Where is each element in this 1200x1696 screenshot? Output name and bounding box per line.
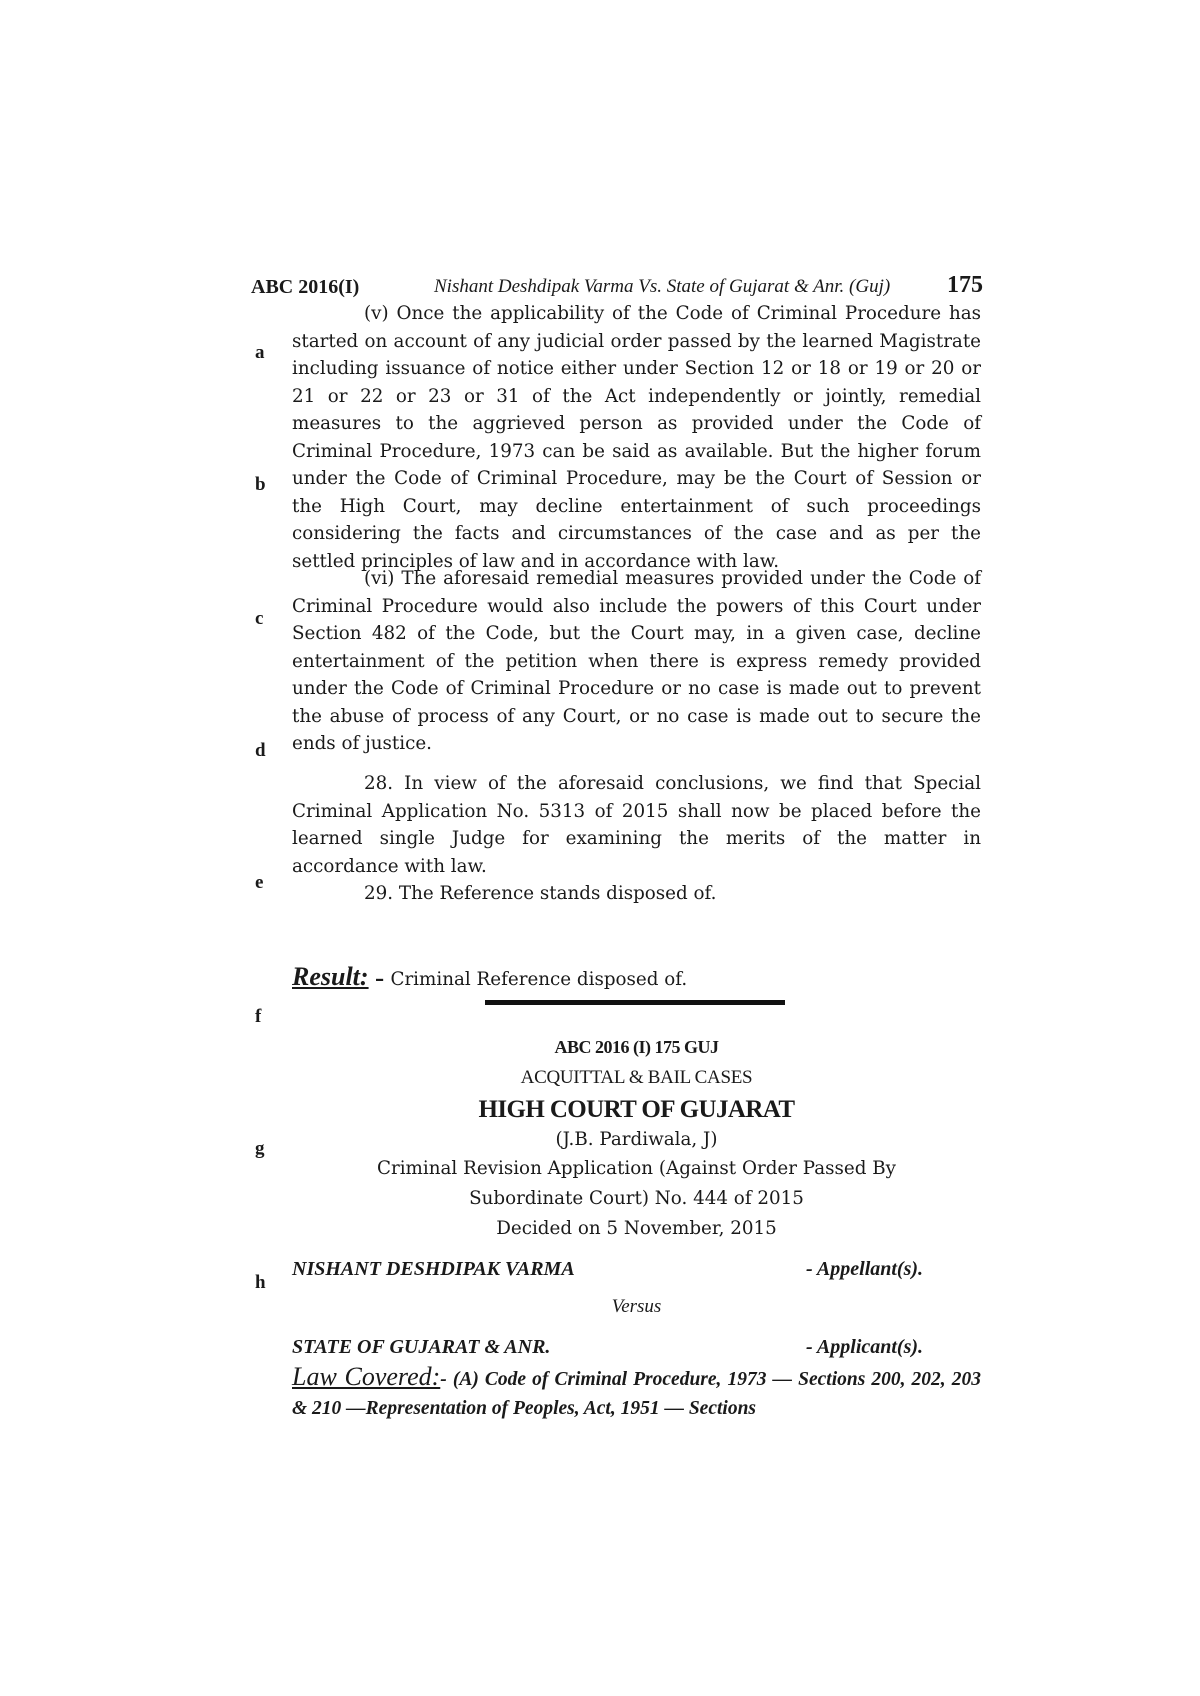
running-case-title: Nishant Deshdipak Varma Vs. State of Gujarat & Anr. (Guj)	[434, 276, 891, 297]
case-citation: ABC 2016 (I) 175 GUJ	[554, 1037, 719, 1057]
result-label: Result:	[292, 962, 369, 991]
respondent-name: STATE OF GUJARAT & ANR.	[292, 1336, 551, 1358]
paragraph-29	[292, 880, 981, 908]
decided-date: Decided on 5 November, 2015	[496, 1218, 777, 1239]
result-dash: –	[368, 969, 391, 990]
law-covered	[292, 1362, 981, 1423]
result-text: Criminal Reference disposed of.	[390, 969, 688, 990]
case-number-line-1: Criminal Revision Application (Against Order Passed By	[376, 1158, 897, 1179]
judge-name: (J.B. Pardiwala, J)	[555, 1129, 718, 1150]
appellant-row	[292, 1258, 981, 1286]
margin-letter-d: d	[255, 740, 266, 761]
paragraph-v	[292, 300, 981, 575]
paragraph-vi	[292, 565, 981, 758]
page-number: 175	[947, 272, 983, 298]
respondent-row	[292, 1336, 981, 1364]
margin-letter-g: g	[255, 1138, 265, 1159]
law-covered-text: - (A) Code of Criminal Procedure, 1973 — Sections 200, 202, 203 & 210 —Representation of Peoples, Act, 1951 — Sections	[292, 1369, 982, 1419]
margin-letter-a: a	[255, 342, 265, 363]
section-divider	[485, 1000, 785, 1005]
margin-letter-e: e	[255, 872, 264, 893]
journal-citation: ABC 2016(I)	[251, 276, 360, 298]
case-number-line-2: Subordinate Court) No. 444 of 2015	[469, 1188, 804, 1209]
report-name: ACQUITTAL & BAIL CASES	[520, 1067, 753, 1088]
court-name: HIGH COURT OF GUJARAT	[478, 1096, 795, 1123]
margin-letter-h: h	[255, 1272, 266, 1293]
paragraph-28	[292, 770, 981, 880]
margin-letter-c: c	[255, 608, 264, 629]
law-covered-label: Law Covered:	[292, 1362, 441, 1391]
result-line	[292, 962, 687, 992]
paragraph-text: (vi) The aforesaid remedial measures provided under the Code of Criminal Procedure would also include the powers of this Court under Section 482 of the Code, but the Court may, in a given case, decline entertainment of the petition when there is express remedy provided under the Code of Criminal Procedure or no case is made out to prevent the abuse of process of any Court, or no case is made out to secure the ends of justice.	[292, 568, 981, 754]
respondent-role: - Applicant(s).	[806, 1336, 924, 1358]
appellant-role: - Appellant(s).	[806, 1258, 924, 1280]
versus-label: Versus	[611, 1296, 662, 1317]
paragraph-text: 29. The Reference stands disposed of.	[364, 883, 717, 904]
paragraph-text: 28. In view of the aforesaid conclusions, we find that Special Criminal Application No. 5313 of 2015 shall now be placed before the learned single Judge for examining the merits of the matter in accordance with law.	[292, 773, 981, 877]
margin-letter-f: f	[255, 1006, 262, 1027]
paragraph-text: (v) Once the applicability of the Code of Criminal Procedure has started on account of any judicial order passed by the learned Magistrate including issuance of notice either under Section 12 or 18 or 19 or 20 or 21 or 22 or 23 or 31 of the Act independently or jointly, remedial measures to the aggrieved person as provided under the Code of Criminal Procedure, 1973 can be said as available. But the higher forum under the Code of Criminal Procedure, may be the Court of Session or the High Court, may decline entertainment of such proceedings considering the facts and circumstances of the case and as per the settled principles of law and in accordance with law.	[292, 303, 981, 572]
appellant-name: NISHANT DESHDIPAK VARMA	[292, 1258, 575, 1280]
margin-letter-b: b	[255, 474, 266, 495]
